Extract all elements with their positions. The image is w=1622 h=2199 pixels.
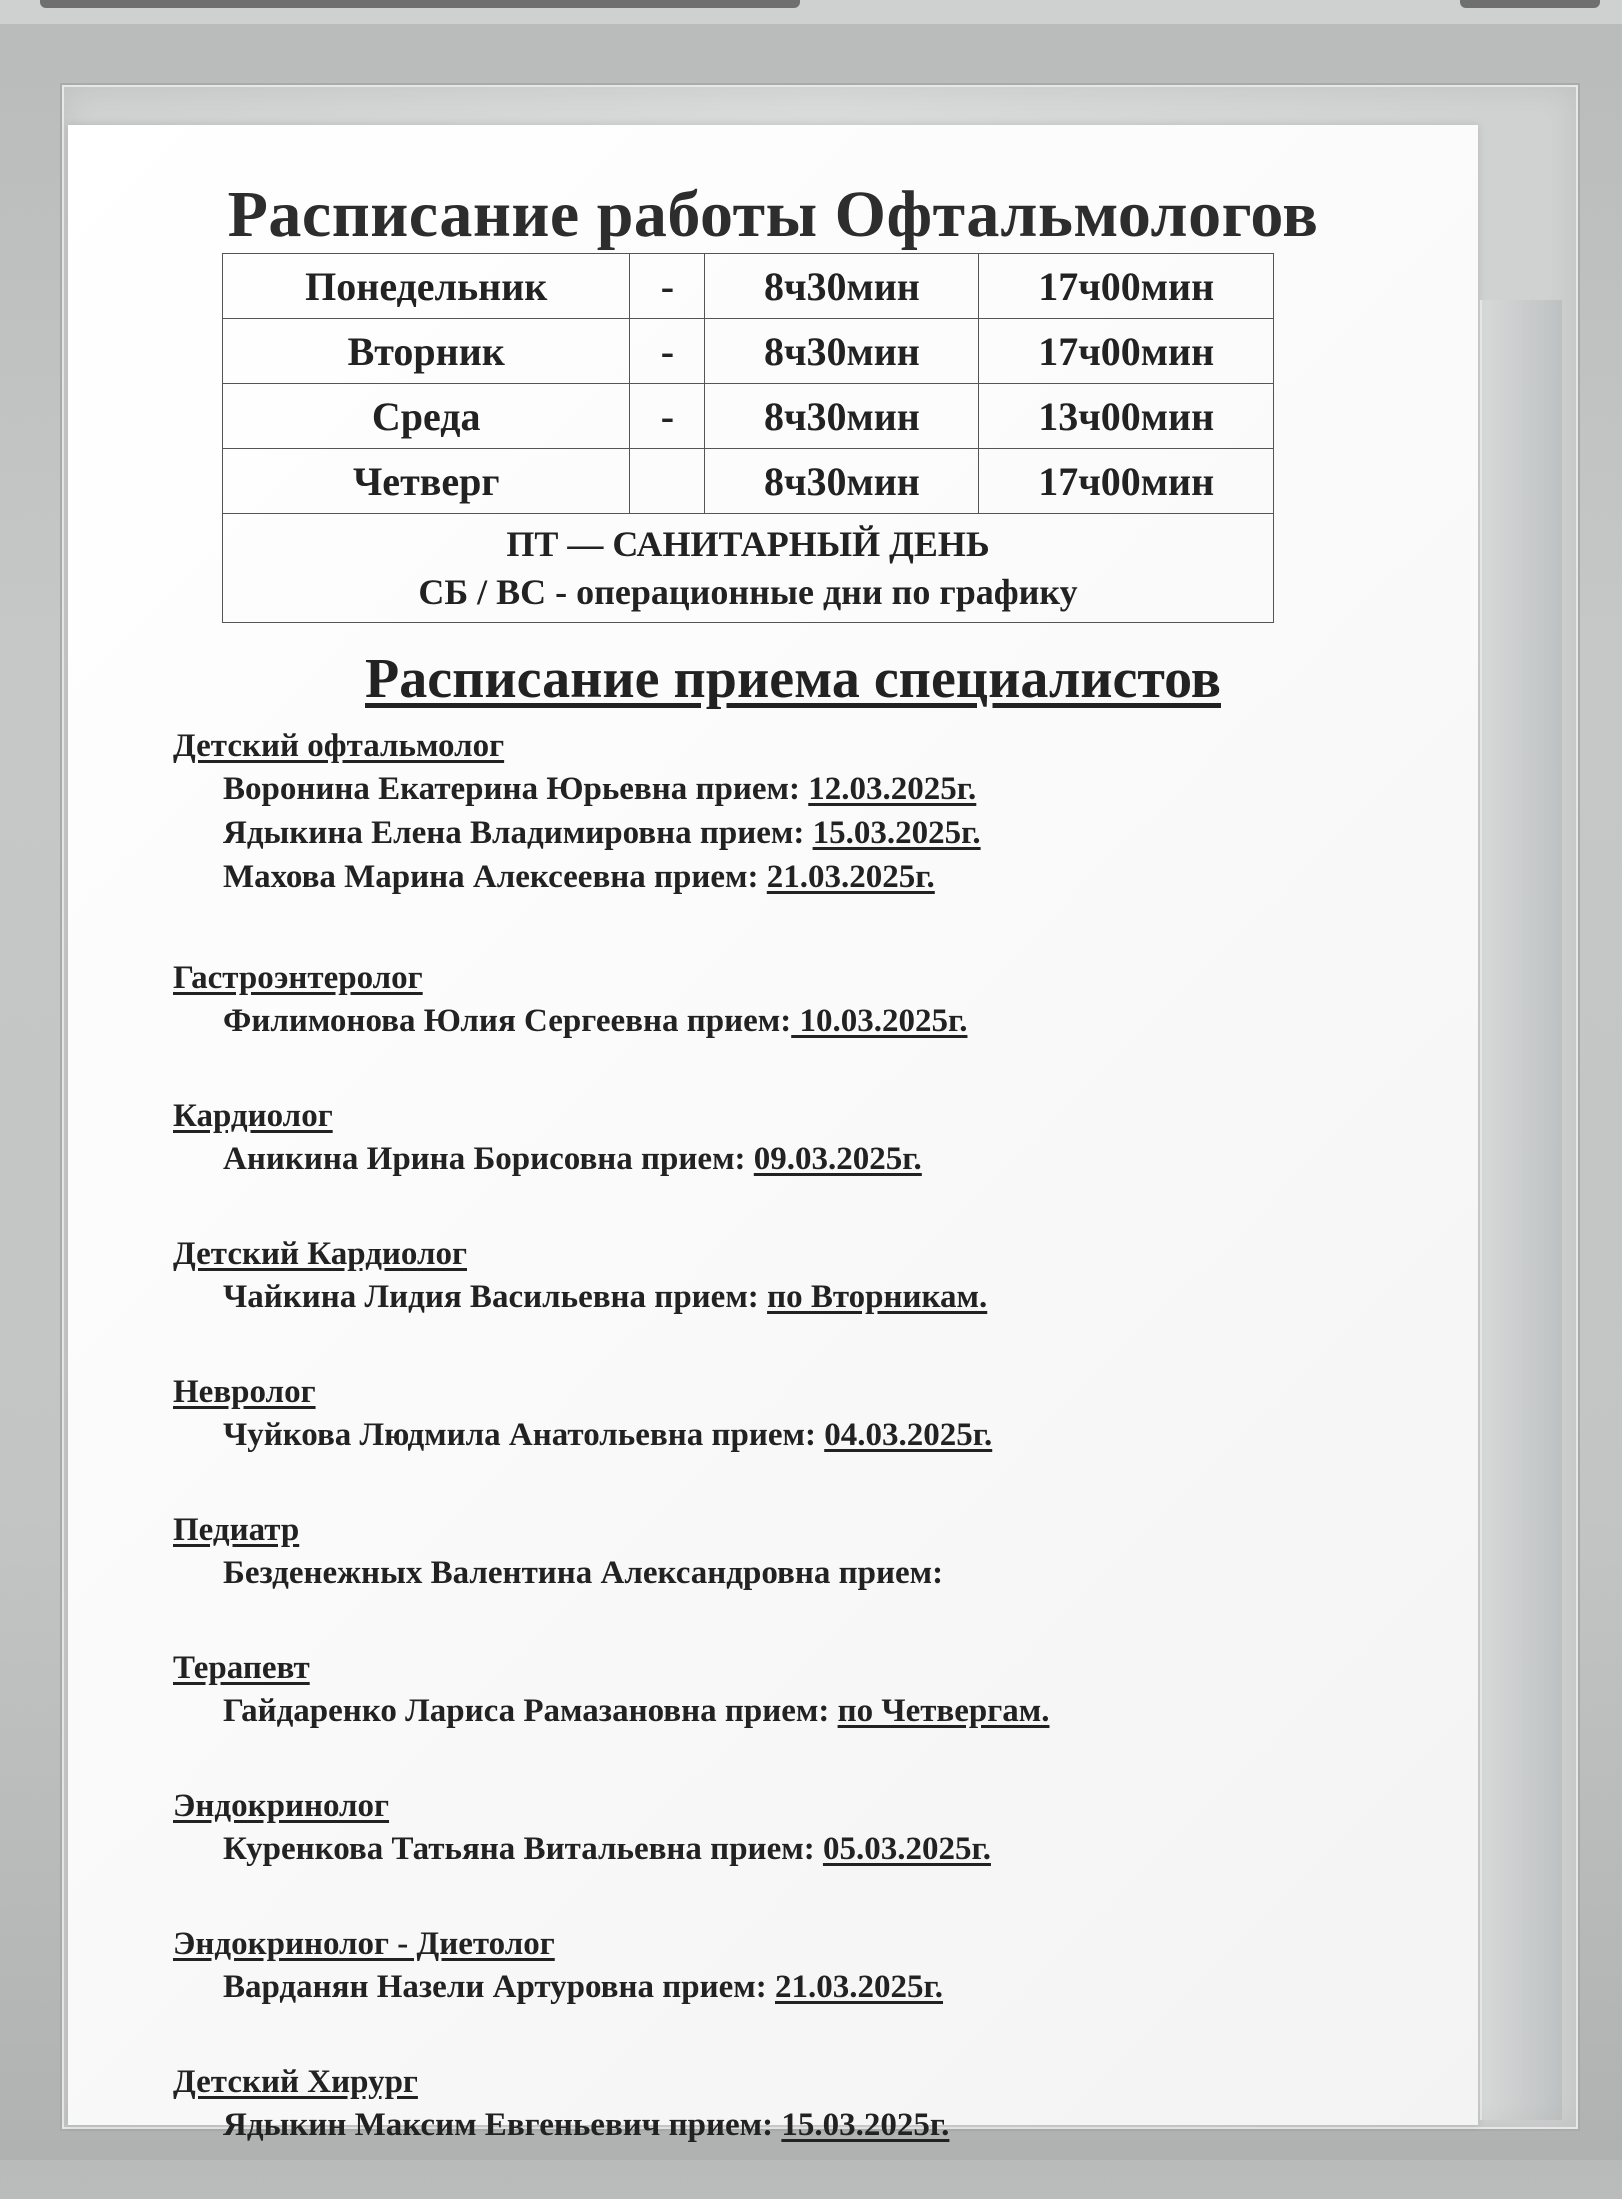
hours-table <box>222 253 1274 623</box>
specialty-title: Детский офтальмолог <box>173 728 505 764</box>
doctor-line <box>173 999 1373 1043</box>
table-row <box>223 384 1274 449</box>
dash-cell: - <box>630 254 705 319</box>
specialty-title: Эндокринолог - Диетолог <box>173 1926 555 1962</box>
doctor-line <box>173 855 1373 899</box>
day-cell: Четверг <box>223 449 630 514</box>
day-cell: Понедельник <box>223 254 630 319</box>
doctor-name: Чуйкова Людмила Анатольевна прием: <box>223 1417 825 1453</box>
specialty-group <box>173 1923 1373 2009</box>
appointment-date: 09.03.2025г. <box>753 1141 922 1177</box>
doctor-name: Куренкова Татьяна Витальевна прием: <box>223 1831 823 1867</box>
dash-cell <box>630 449 705 514</box>
table-row <box>223 319 1274 384</box>
holder-edge <box>1480 300 1562 2120</box>
start-time-cell: 8ч30мин <box>705 254 979 319</box>
doctor-name: Гайдаренко Лариса Рамазановна прием: <box>223 1693 838 1729</box>
frame-edge <box>1460 0 1600 8</box>
specialty-group <box>173 725 1373 899</box>
appointment-date: 10.03.2025г. <box>791 1003 968 1039</box>
start-time-cell: 8ч30мин <box>705 384 979 449</box>
specialty-title: Гастроэнтеролог <box>173 960 423 996</box>
specialty-group <box>173 1647 1373 1733</box>
specialty-group <box>173 1509 1373 1595</box>
day-cell: Вторник <box>223 319 630 384</box>
specialty-title: Невролог <box>173 1374 316 1410</box>
doctor-line <box>173 1413 1373 1457</box>
friday-note: ПТ — САНИТАРНЫЙ ДЕНЬ <box>506 524 990 564</box>
doctor-line <box>173 1689 1373 1733</box>
appointment-date: 15.03.2025г. <box>781 2107 950 2143</box>
appointment-date: 21.03.2025г. <box>766 859 935 895</box>
frame-edge <box>40 0 800 8</box>
start-time-cell: 8ч30мин <box>705 319 979 384</box>
doctor-name: Аникина Ирина Борисовна прием: <box>223 1141 754 1177</box>
specialty-title: Детский Хирург <box>173 2064 418 2100</box>
doctor-line <box>173 1965 1373 2009</box>
specialty-title: Кардиолог <box>173 1098 333 1134</box>
page-title: Расписание работы Офтальмологов <box>227 178 1319 251</box>
doctor-name: Махова Марина Алексеевна прием: <box>223 859 767 895</box>
table-row <box>223 514 1274 623</box>
dash-cell: - <box>630 319 705 384</box>
end-time-cell: 17ч00мин <box>979 254 1274 319</box>
top-frame <box>0 0 1622 24</box>
doctor-line <box>173 811 1373 855</box>
appointment-date: 04.03.2025г. <box>824 1417 993 1453</box>
doctor-line <box>173 2103 1373 2147</box>
end-time-cell: 13ч00мин <box>979 384 1274 449</box>
appointment-date: 12.03.2025г. <box>808 771 977 807</box>
specialty-group <box>173 1785 1373 1871</box>
table-row <box>223 449 1274 514</box>
start-time-cell: 8ч30мин <box>705 449 979 514</box>
table-row <box>223 254 1274 319</box>
doctor-name: Филимонова Юлия Сергеевна прием: <box>223 1003 792 1039</box>
end-time-cell: 17ч00мин <box>979 449 1274 514</box>
specialty-group <box>173 1095 1373 1181</box>
doctor-name: Чайкина Лидия Васильевна прием: <box>223 1279 768 1315</box>
doctor-name: Варданян Назели Артуровна прием: <box>223 1969 775 2005</box>
appointment-date: 15.03.2025г. <box>812 815 981 851</box>
doctor-line <box>173 767 1373 811</box>
appointment-date: 05.03.2025г. <box>822 1831 991 1867</box>
dash-cell: - <box>630 384 705 449</box>
doctor-name: Воронина Екатерина Юрьевна прием: <box>223 771 809 807</box>
day-cell: Среда <box>223 384 630 449</box>
specialty-title: Педиатр <box>173 1512 300 1548</box>
specialty-title: Детский Кардиолог <box>173 1236 467 1272</box>
specialty-group <box>173 957 1373 1043</box>
doctor-name: Безденежных Валентина Александровна прием: <box>223 1555 944 1591</box>
doctor-line <box>173 1827 1373 1871</box>
specialists-heading: Расписание приема специалистов <box>365 648 1221 710</box>
weekend-note: СБ / ВС - операционные дни по графику <box>418 572 1078 612</box>
specialty-group <box>173 1371 1373 1457</box>
specialty-title: Эндокринолог <box>173 1788 390 1824</box>
specialty-group <box>173 1233 1373 1319</box>
schedule-sheet <box>68 125 1478 2143</box>
notes-cell <box>223 514 1274 623</box>
doctor-line <box>173 1551 1373 1595</box>
specialists-list <box>173 725 1373 2199</box>
doctor-line <box>173 1137 1373 1181</box>
end-time-cell: 17ч00мин <box>979 319 1274 384</box>
doctor-line <box>173 1275 1373 1319</box>
doctor-name: Ядыкина Елена Владимировна прием: <box>223 815 813 851</box>
appointment-date: по Вторникам. <box>767 1279 988 1315</box>
appointment-date: по Четвергам. <box>837 1693 1050 1729</box>
specialty-title: Терапевт <box>173 1650 310 1686</box>
appointment-date: 21.03.2025г. <box>775 1969 944 2005</box>
doctor-name: Ядыкин Максим Евгеньевич прием: <box>223 2107 782 2143</box>
specialty-group <box>173 2061 1373 2147</box>
